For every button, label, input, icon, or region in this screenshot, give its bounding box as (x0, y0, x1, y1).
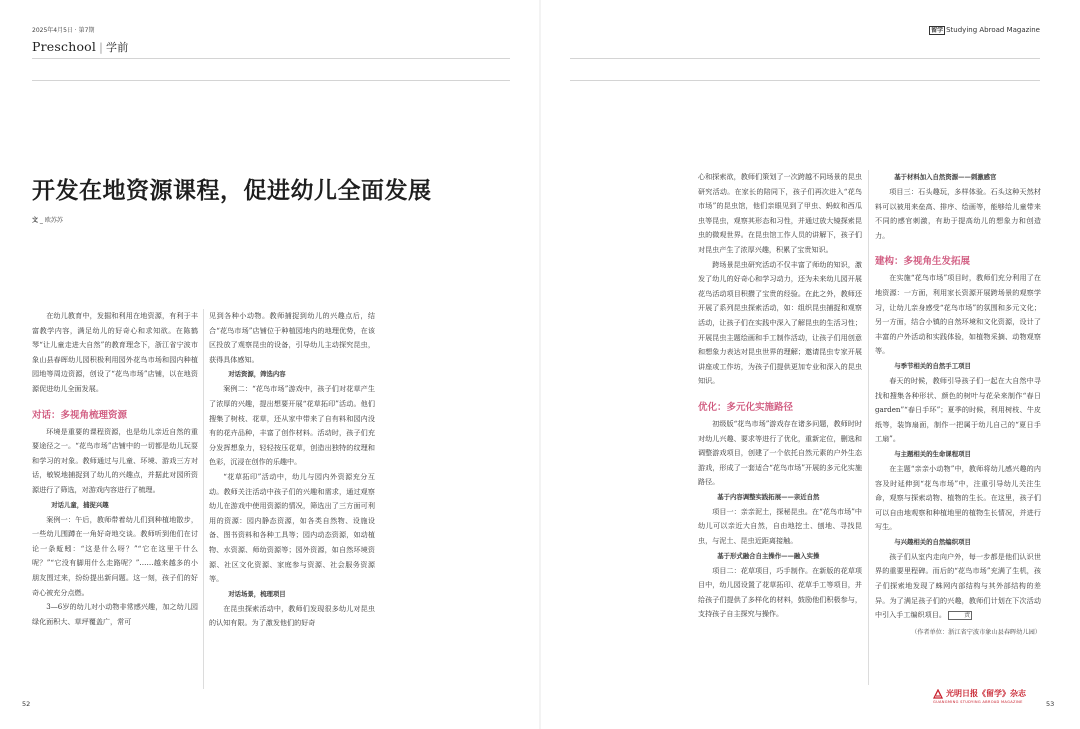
section-heading: 建构：多视角生发拓展 (875, 256, 971, 268)
body-paragraph: 环境是重要的课程资源，也是幼儿亲近自然的重要途径之一。“花鸟市场”店铺中的一切都是幼儿玩耍和学习的对象。教师通过与儿童、环境、游戏三方对话，敏锐地捕捉到了幼儿的兴趣点，并据此对园所资源进行了筛选，对游戏内容进行了梳理。 (32, 426, 198, 494)
author-affiliation: （作者单位：浙江省宁波市象山县春晖幼儿园） (911, 628, 1041, 636)
section-heading: 优化：多元化实施路径 (698, 401, 794, 413)
body-paragraph: 在昆虫探索活动中，教师们发现很多幼儿对昆虫的认知有限。为了激发他们的好奇 (209, 603, 375, 628)
page-number-right: 53 (1046, 700, 1055, 708)
body-paragraph: 项目二：花草项目，巧手制作。在新版的花草项目中，幼儿园设置了花草拓印、花草手工等项目，并给孩子们提供了多样化的材料，鼓励他们积极参与，支持孩子自主探究与操作。 (698, 565, 862, 619)
page-number-left: 52 (22, 700, 31, 708)
column-divider-right (868, 170, 869, 685)
article-column-3 (698, 170, 862, 622)
issue-info: 2025年4月5日 · 第7期 (32, 27, 95, 34)
subsection-heading: 对话场景，梳理项目 (228, 589, 286, 598)
author-line: 文 _ 欧苏苏 (32, 217, 63, 224)
section-separator: | (99, 41, 104, 54)
subsection-heading: 基于材料加入自然资源——刺激感官 (894, 173, 997, 181)
magazine-logo (933, 688, 1026, 699)
body-paragraph: 在主题“亲亲小动物”中，教师将幼儿感兴趣的内容及时延伸到“花鸟市场”中，注重引导幼儿关注生命，观察与探索动物、植物的生长。在这里，孩子们可以自由地观察和种植地里的植物生长情况，并进行写生。 (875, 463, 1041, 532)
article-column-4 (875, 170, 1041, 638)
body-paragraph: 案例一：午后，教师带着幼儿们到种植地散步，一些幼儿围蹲在一角好奇地交谈。教师听到他们在讨论一条蚯蚓：“这是什么呀？”“它在这里干什么呢？”“它没有脚用什么走路呢？”……越来越多的小朋友围过来，纷纷提出新问题。这一刻，孩子们的好奇心被充分点燃。 (32, 514, 198, 597)
logo-text: 光明日报《留学》杂志 (946, 689, 1026, 698)
body-paragraph: 见到各种小动物。教师捕捉到幼儿的兴趣点后，结合“花鸟市场”店铺位于种植园地内的地理优势，在该区投放了观察昆虫的设备，引导幼儿主动探究昆虫，获得具体感知。 (209, 311, 375, 364)
section-label-cn: 学前 (106, 41, 129, 54)
section-label-en: Preschool (32, 39, 97, 54)
body-paragraph: 跨场景昆虫研究活动不仅丰富了师幼的知识，激发了幼儿的好奇心和学习动力，还为未来幼儿园开展花鸟活动项目积攒了宝贵的经验。在此之外，教师还开展了系列昆虫探索活动，如：组织昆虫捕捉和观察活动，让孩子们在实践中深入了解昆虫的生活习性；开展昆虫主题绘画和手工制作活动，让孩子们用创意和想象力表达对昆虫世界的理解；邀请昆虫专家开展讲座或工作坊，为孩子们提供更加专业和深入的昆虫知识。 (698, 259, 862, 386)
subsection-heading: 基于形式融合自主操作——融入实操 (717, 551, 820, 560)
body-paragraph: 在实施“花鸟市场”项目时，教师们充分利用了在地资源：一方面，利用家长资源开展跨场景的观察学习，让幼儿亲身感受“花鸟市场”的氛围和多元文化；另一方面，结合小镇的自然环境和文化资源，设计了丰富的户外活动和实践体验，如植物采摘、动物观察等。 (875, 273, 1041, 356)
subsection-heading: 与主题相关的生命课程项目 (894, 449, 971, 458)
header-rule-bottom (32, 80, 510, 81)
article-column-1 (32, 309, 198, 629)
article-title: 开发在地资源课程，促进幼儿全面发展 (32, 178, 432, 204)
column-divider (203, 309, 204, 689)
body-paragraph: 项目一：亲亲泥土，探秘昆虫。在“花鸟市场”中幼儿可以亲近大自然，自由地挖土、刨地、寻找昆虫，与泥土、昆虫近距离接触。 (698, 506, 862, 546)
body-paragraph: “花草拓印”活动中，幼儿与园内外资源充分互动。教师关注活动中孩子们的兴趣和需求，通过观察幼儿在游戏中使用资源的情况，筛选出了三方面可利用的资源：园内静态资源，如各类自然物、设施设备、图书资料和各种工具等；园内动态资源，如动植物、水资源、师幼资源等；园外资源，如自然环境资源、社区文化资源、家庭参与资源、社会服务资源等。 (209, 471, 375, 584)
article-column-2 (209, 309, 375, 631)
subsection-heading: 与兴趣相关的自然编织项目 (894, 537, 971, 546)
subsection-heading: 对话儿童，捕捉兴趣 (51, 500, 109, 509)
section-heading: 对话：多视角梳理资源 (32, 409, 128, 421)
logo-mark-icon (933, 689, 943, 699)
logo-subtitle: GUANGMING STUDYING ABROAD MAGAZINE (933, 700, 1023, 704)
magazine-name-en: Studying Abroad Magazine (946, 26, 1040, 34)
body-paragraph: 孩子们从室内走向户外，每一步都是他们认识世界的重要里程碑。而后的“花鸟市场”充满了生机，孩子们探索地发现了蛛网内部结构与其外部结构的差异。为了满足孩子们的兴趣，教师们计划在下次活动中引入手工编织项目。 责 (875, 551, 1041, 620)
body-paragraph: 项目三：石头趣玩，多样体验。石头这种天然材料可以被用来垒高、排序、绘画等，能够给儿童带来不同的感官刺激，有助于提高幼儿的想象力和创造力。 (875, 187, 1041, 240)
section-label (32, 39, 128, 55)
subsection-heading: 对话资源，筛选内容 (228, 370, 286, 379)
subsection-heading: 基于内容调整实践拓展——亲近自然 (717, 492, 820, 501)
end-mark: 责 (948, 611, 972, 620)
magazine-name (929, 25, 1040, 34)
header-rule-top (32, 58, 510, 59)
author-prefix: 文 (32, 217, 39, 224)
body-paragraph: 案例二：“花鸟市场”游戏中，孩子们对花草产生了浓厚的兴趣，提出想要开展“花草拓印”活动。他们搜集了树枝、花草，还从家中带来了自有料和园内没有的花卉品种，丰富了创作材料。活动时，孩子们充分发挥想象力，轻轻按压花草，创造出独特的纹理和色彩，沉浸在创作的乐趣中。 (209, 384, 375, 467)
header-rule-bottom-right (570, 80, 1040, 81)
author-name: 欧苏苏 (44, 217, 63, 224)
subsection-heading: 与季节相关的自然手工项目 (894, 361, 971, 370)
magazine-badge: 留学 (931, 27, 944, 34)
body-paragraph: 在幼儿教育中，发掘和利用在地资源，有利于丰富教学内容，满足幼儿的好奇心和求知欲。在陈鹤琴“让儿童走进大自然”的教育理念下，浙江省宁波市象山县春晖幼儿园积极利用园外花鸟市场和园内种植园地等周边资源，创设了“花鸟市场”店铺，以在地资源促进幼儿全面发展。 (32, 311, 198, 393)
header-rule-top-right (570, 58, 1040, 59)
body-paragraph: 初级版“花鸟市场”游戏存在诸多问题，教师时时对幼儿兴趣、要求等进行了优化，重新定位，删选和调整游戏项目，创建了一个依托自然元素的户外生态游戏，形成了一套适合“花鸟市场”开展的多元化实施路径。 (698, 418, 862, 487)
body-paragraph: 春天的时候，教师引导孩子们一起在大自然中寻找和搜集各种形状、颜色的树叶与花朵来制作“春日garden”“春日手环”；夏季的时候，利用树枝、牛皮纸等，装饰扇面，制作一把属于幼儿自己的“夏日手工扇”。 (875, 375, 1041, 444)
body-paragraph: 心和探索欲，教师们策划了一次跨越不同场景的昆虫研究活动。在家长的陪同下，孩子们再次进入“花鸟市场”的昆虫馆，他们亲眼见到了甲虫、蚂蚁和西瓜虫等昆虫，观察其形态和习性，并通过放大镜探索昆虫的微观世界。在昆虫馆工作人员的讲解下，孩子们对昆虫产生了浓厚兴趣，积累了宝贵知识。 (698, 172, 862, 254)
body-paragraph: 3—6岁的幼儿对小动物非常感兴趣，加之幼儿园绿化面积大、草坪覆盖广，常可 (32, 602, 198, 626)
